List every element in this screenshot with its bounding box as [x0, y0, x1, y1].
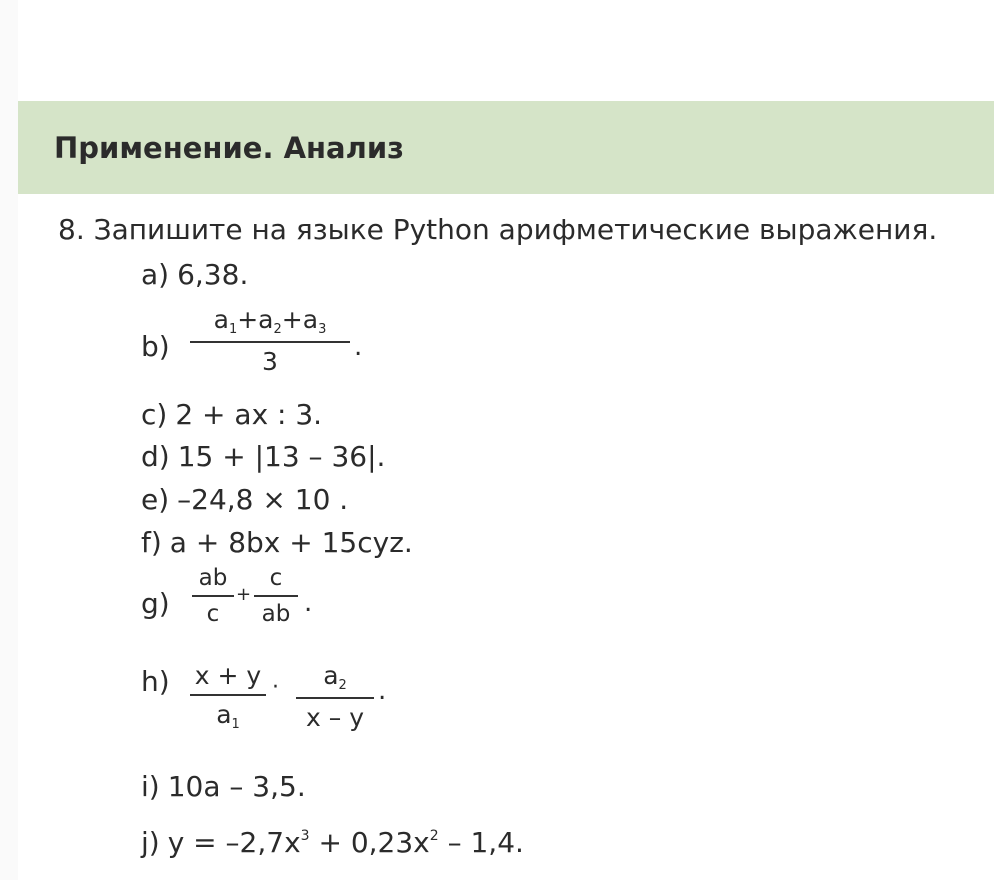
- item-label: b): [141, 330, 170, 363]
- fraction-h1: [190, 661, 266, 732]
- fraction-g1: [192, 565, 234, 627]
- plus-operator: +: [236, 584, 252, 605]
- item-label: d): [141, 440, 170, 473]
- item-b: [141, 330, 178, 363]
- item-e: [141, 483, 348, 516]
- fraction-denominator: x – y: [306, 703, 364, 732]
- item-label: а): [141, 258, 170, 291]
- item-label: g): [141, 587, 170, 620]
- fraction-b: [190, 305, 350, 376]
- fraction-bar: [190, 694, 266, 696]
- fraction-denominator: $a_1$: [216, 700, 240, 732]
- fraction-numerator: $a_2$: [323, 661, 347, 693]
- fraction-numerator: c: [269, 565, 283, 591]
- fraction-bar: [192, 595, 234, 597]
- item-g: [141, 587, 178, 620]
- item-label: f): [141, 526, 162, 559]
- item-expression: $y = -2,7x^3 + 0,23x^2 - 1,4$.: [167, 826, 524, 859]
- fraction-numerator: x + y: [194, 661, 262, 690]
- fraction-h2: [296, 661, 374, 732]
- item-expression: 6,38.: [177, 258, 249, 291]
- item-g-period: .: [304, 588, 313, 618]
- fraction-bar: [254, 595, 298, 597]
- fraction-denominator: 3: [262, 347, 278, 376]
- item-j: [141, 826, 524, 859]
- item-i: [141, 770, 306, 803]
- item-label: e): [141, 483, 170, 516]
- item-h: [141, 665, 178, 698]
- fraction-denominator: c: [206, 601, 220, 627]
- fraction-bar: [296, 697, 374, 699]
- task-statement: 8. Запишите на языке Python арифметические выражения.: [58, 213, 938, 246]
- item-c: [141, 398, 322, 431]
- fraction-bar: [190, 341, 350, 343]
- item-label: i): [141, 770, 160, 803]
- item-expression: 15 + |13 – 36|.: [177, 440, 386, 473]
- item-label: c): [141, 398, 168, 431]
- item-f: [141, 526, 413, 559]
- item-expression: 2 + ax : 3.: [175, 398, 323, 431]
- fraction-numerator: $a_1+a_2+a_3$: [213, 305, 327, 337]
- fraction-denominator: ab: [261, 601, 291, 627]
- item-d: [141, 440, 385, 473]
- item-h-period: .: [378, 676, 387, 706]
- item-b-period: .: [354, 332, 363, 362]
- item-expression: a + 8bx + 15cyz.: [169, 526, 413, 559]
- item-label: j): [141, 826, 160, 859]
- item-expression: 10a – 3,5.: [167, 770, 306, 803]
- item-a: [141, 258, 248, 291]
- fraction-numerator: ab: [198, 565, 228, 591]
- multiply-operator: ·: [272, 675, 279, 700]
- item-expression: –24,8 × 10 .: [177, 483, 349, 516]
- section-title: Применение. Анализ: [54, 131, 405, 165]
- fraction-g2: [254, 565, 298, 627]
- item-label: h): [141, 665, 170, 698]
